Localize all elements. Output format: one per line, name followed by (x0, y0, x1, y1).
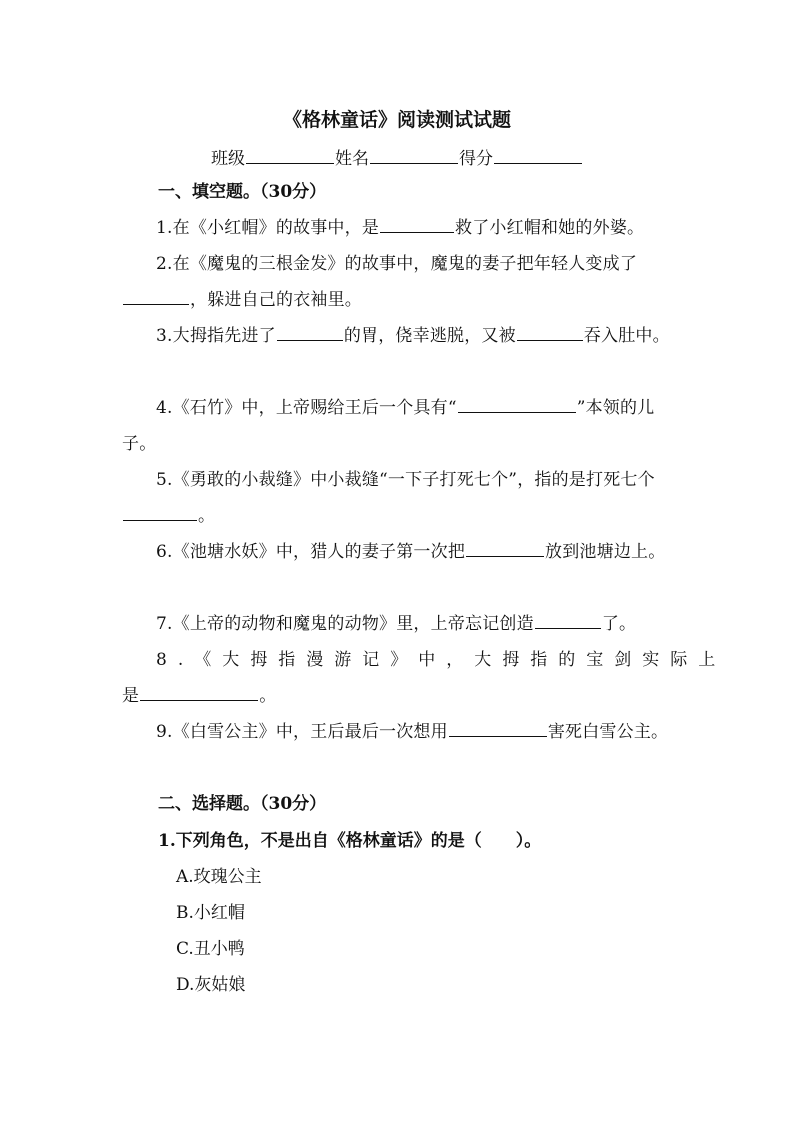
fill-question-1: 1.在《小红帽》的故事中，是 救了小红帽和她的外婆。 (122, 210, 674, 246)
answer-blank[interactable] (458, 394, 576, 413)
fill-question-6: 6.《池塘水妖》中，猎人的妻子第一次把 放到池塘边上。 (122, 534, 674, 570)
answer-blank[interactable] (140, 682, 258, 701)
fill-question-3: 3.大拇指先进了 的胃，侥幸逃脱，又被 吞入肚中。 (122, 318, 674, 354)
name-label: 姓名 (335, 149, 369, 169)
score-blank[interactable] (494, 145, 582, 164)
section-heading-fill-in: 一、填空题。（30分） (158, 182, 327, 202)
class-label: 班级 (211, 149, 245, 169)
answer-blank[interactable] (277, 322, 343, 341)
name-blank[interactable] (370, 145, 458, 164)
option-c[interactable]: C.丑小鸭 (176, 939, 245, 959)
option-b[interactable]: B.小红帽 (176, 903, 245, 923)
section-heading-multiple-choice: 二、选择题。（30分） (158, 794, 327, 814)
answer-blank[interactable] (517, 322, 583, 341)
class-blank[interactable] (246, 145, 334, 164)
score-label: 得分 (459, 149, 493, 169)
answer-blank[interactable] (535, 610, 601, 629)
answer-blank[interactable] (466, 538, 544, 557)
fill-question-4: 4.《石竹》中，上帝赐给王后一个具有“ ”本领的儿子。 (122, 390, 674, 462)
option-d[interactable]: D.灰姑娘 (176, 975, 246, 995)
answer-blank[interactable] (380, 214, 454, 233)
page-title: 《格林童话》阅读测试试题 (282, 109, 511, 131)
fill-question-5: 5.《勇敢的小裁缝》中小裁缝“一下子打死七个”，指的是打死七个。 (122, 462, 674, 534)
mcq-question-1: 1.下列角色，不是出自《格林童话》的是（ ）。 (158, 831, 542, 851)
fill-question-2: 2.在《魔鬼的三根金发》的故事中，魔鬼的妻子把年轻人变成了，躲进自己的衣袖里。 (122, 246, 674, 318)
fill-question-9: 9.《白雪公主》中，王后最后一次想用 害死白雪公主。 (122, 714, 674, 750)
answer-blank[interactable] (123, 502, 197, 521)
fill-question-8: 8.《大拇指漫游记》中，大拇指的宝剑实际上 (156, 650, 727, 670)
fill-question-8-continued: 是 。 (122, 678, 674, 714)
answer-blank[interactable] (123, 286, 189, 305)
student-info-line (0, 145, 794, 171)
option-a[interactable]: A.玫瑰公主 (176, 867, 262, 887)
fill-question-7: 7.《上帝的动物和魔鬼的动物》里，上帝忘记创造 了。 (122, 606, 674, 642)
answer-blank[interactable] (449, 718, 547, 737)
